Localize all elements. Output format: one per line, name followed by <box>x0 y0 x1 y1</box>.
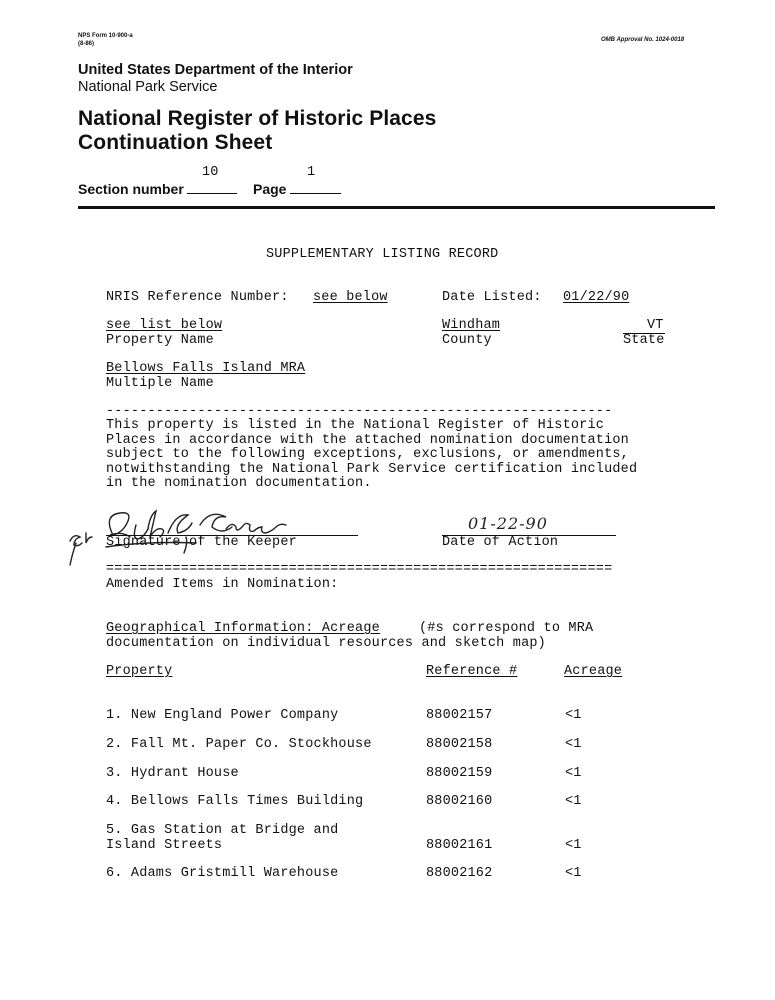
action-date-handwritten: 01-22-90 <box>468 514 548 533</box>
form-subtitle: Continuation Sheet <box>78 131 273 154</box>
property-row-name: 3. Hydrant House <box>106 766 239 781</box>
property-row-reference: 88002158 <box>426 737 493 752</box>
section-number-blank <box>187 193 237 194</box>
geo-heading: Geographical Information: Acreage <box>106 621 380 636</box>
statement-line: in the nomination documentation. <box>106 476 372 492</box>
property-row-reference: 88002160 <box>426 794 493 809</box>
property-row-name: 1. New England Power Company <box>106 708 339 723</box>
form-number: NPS Form 10-900-a <box>78 33 133 39</box>
listing-statement <box>106 419 666 492</box>
omb-approval: OMB Approval No. 1024-0018 <box>601 37 685 43</box>
statement-line: This property is listed in the National Register of Historic <box>106 418 605 433</box>
multiple-name-value: Bellows Falls Island MRA <box>106 361 306 376</box>
property-name-value: see list below <box>106 318 223 333</box>
property-row-reference: 88002157 <box>426 708 493 723</box>
column-header-acreage: Acreage <box>564 664 623 679</box>
statement-line: Places in accordance with the attached nomination documentation <box>106 432 629 448</box>
amended-items-label: Amended Items in Nomination: <box>106 577 339 592</box>
property-row-reference: 88002159 <box>426 766 493 781</box>
county-value: Windham <box>442 318 501 333</box>
property-row-acreage: <1 <box>565 737 582 752</box>
state-value: VT <box>647 318 664 333</box>
date-listed-value: 01/22/90 <box>563 290 630 305</box>
page-label: Page <box>253 181 287 197</box>
property-row-name: 6. Adams Gristmill Warehouse <box>106 866 339 881</box>
property-row-name: 5. Gas Station at Bridge and <box>106 823 339 838</box>
property-row-acreage: <1 <box>565 866 582 881</box>
property-row-acreage: <1 <box>565 708 582 723</box>
form-revision: (8-86) <box>78 41 95 47</box>
geo-note-line1: (#s correspond to MRA <box>419 621 594 636</box>
property-row-name-continued: Island Streets <box>106 838 223 853</box>
action-date-label: Date of Action <box>442 535 559 550</box>
column-header-reference: Reference # <box>426 664 518 679</box>
column-header-property: Property <box>106 664 173 679</box>
date-listed-label: Date Listed: <box>442 290 542 305</box>
state-label: State <box>623 333 665 348</box>
header-rule <box>78 206 715 209</box>
form-title: National Register of Historic Places <box>78 107 437 130</box>
statement-line: subject to the following exceptions, exclusions, or amendments, <box>106 447 629 463</box>
property-row-acreage: <1 <box>565 766 582 781</box>
property-row-name: 2. Fall Mt. Paper Co. Stockhouse <box>106 737 372 752</box>
statement-line: notwithstanding the National Park Service certification included <box>106 461 638 477</box>
property-name-label: Property Name <box>106 333 214 348</box>
department-name: United States Department of the Interior <box>78 62 353 78</box>
nris-value: see below <box>313 290 388 305</box>
property-row-name: 4. Bellows Falls Times Building <box>106 794 364 809</box>
property-row-reference: 88002161 <box>426 838 493 853</box>
page-number-blank <box>290 193 341 194</box>
signature-label: Signature of the Keeper <box>106 535 297 550</box>
record-heading: SUPPLEMENTARY LISTING RECORD <box>266 247 499 262</box>
property-row-acreage: <1 <box>565 838 582 853</box>
nris-label: NRIS Reference Number: <box>106 290 289 305</box>
double-separator: ============================================================= <box>106 562 613 577</box>
county-label: County <box>442 333 492 348</box>
section-number-value: 10 <box>202 165 219 180</box>
multiple-name-label: Multiple Name <box>106 376 214 391</box>
property-row-acreage: <1 <box>565 794 582 809</box>
property-row-reference: 88002162 <box>426 866 493 881</box>
dashed-separator: ------------------------------------------------------------- <box>106 404 613 419</box>
page-number-value: 1 <box>307 165 316 180</box>
service-name: National Park Service <box>78 79 218 95</box>
section-number-label: Section number <box>78 181 184 197</box>
geo-note-line2: documentation on individual resources and sketch map) <box>106 636 546 651</box>
